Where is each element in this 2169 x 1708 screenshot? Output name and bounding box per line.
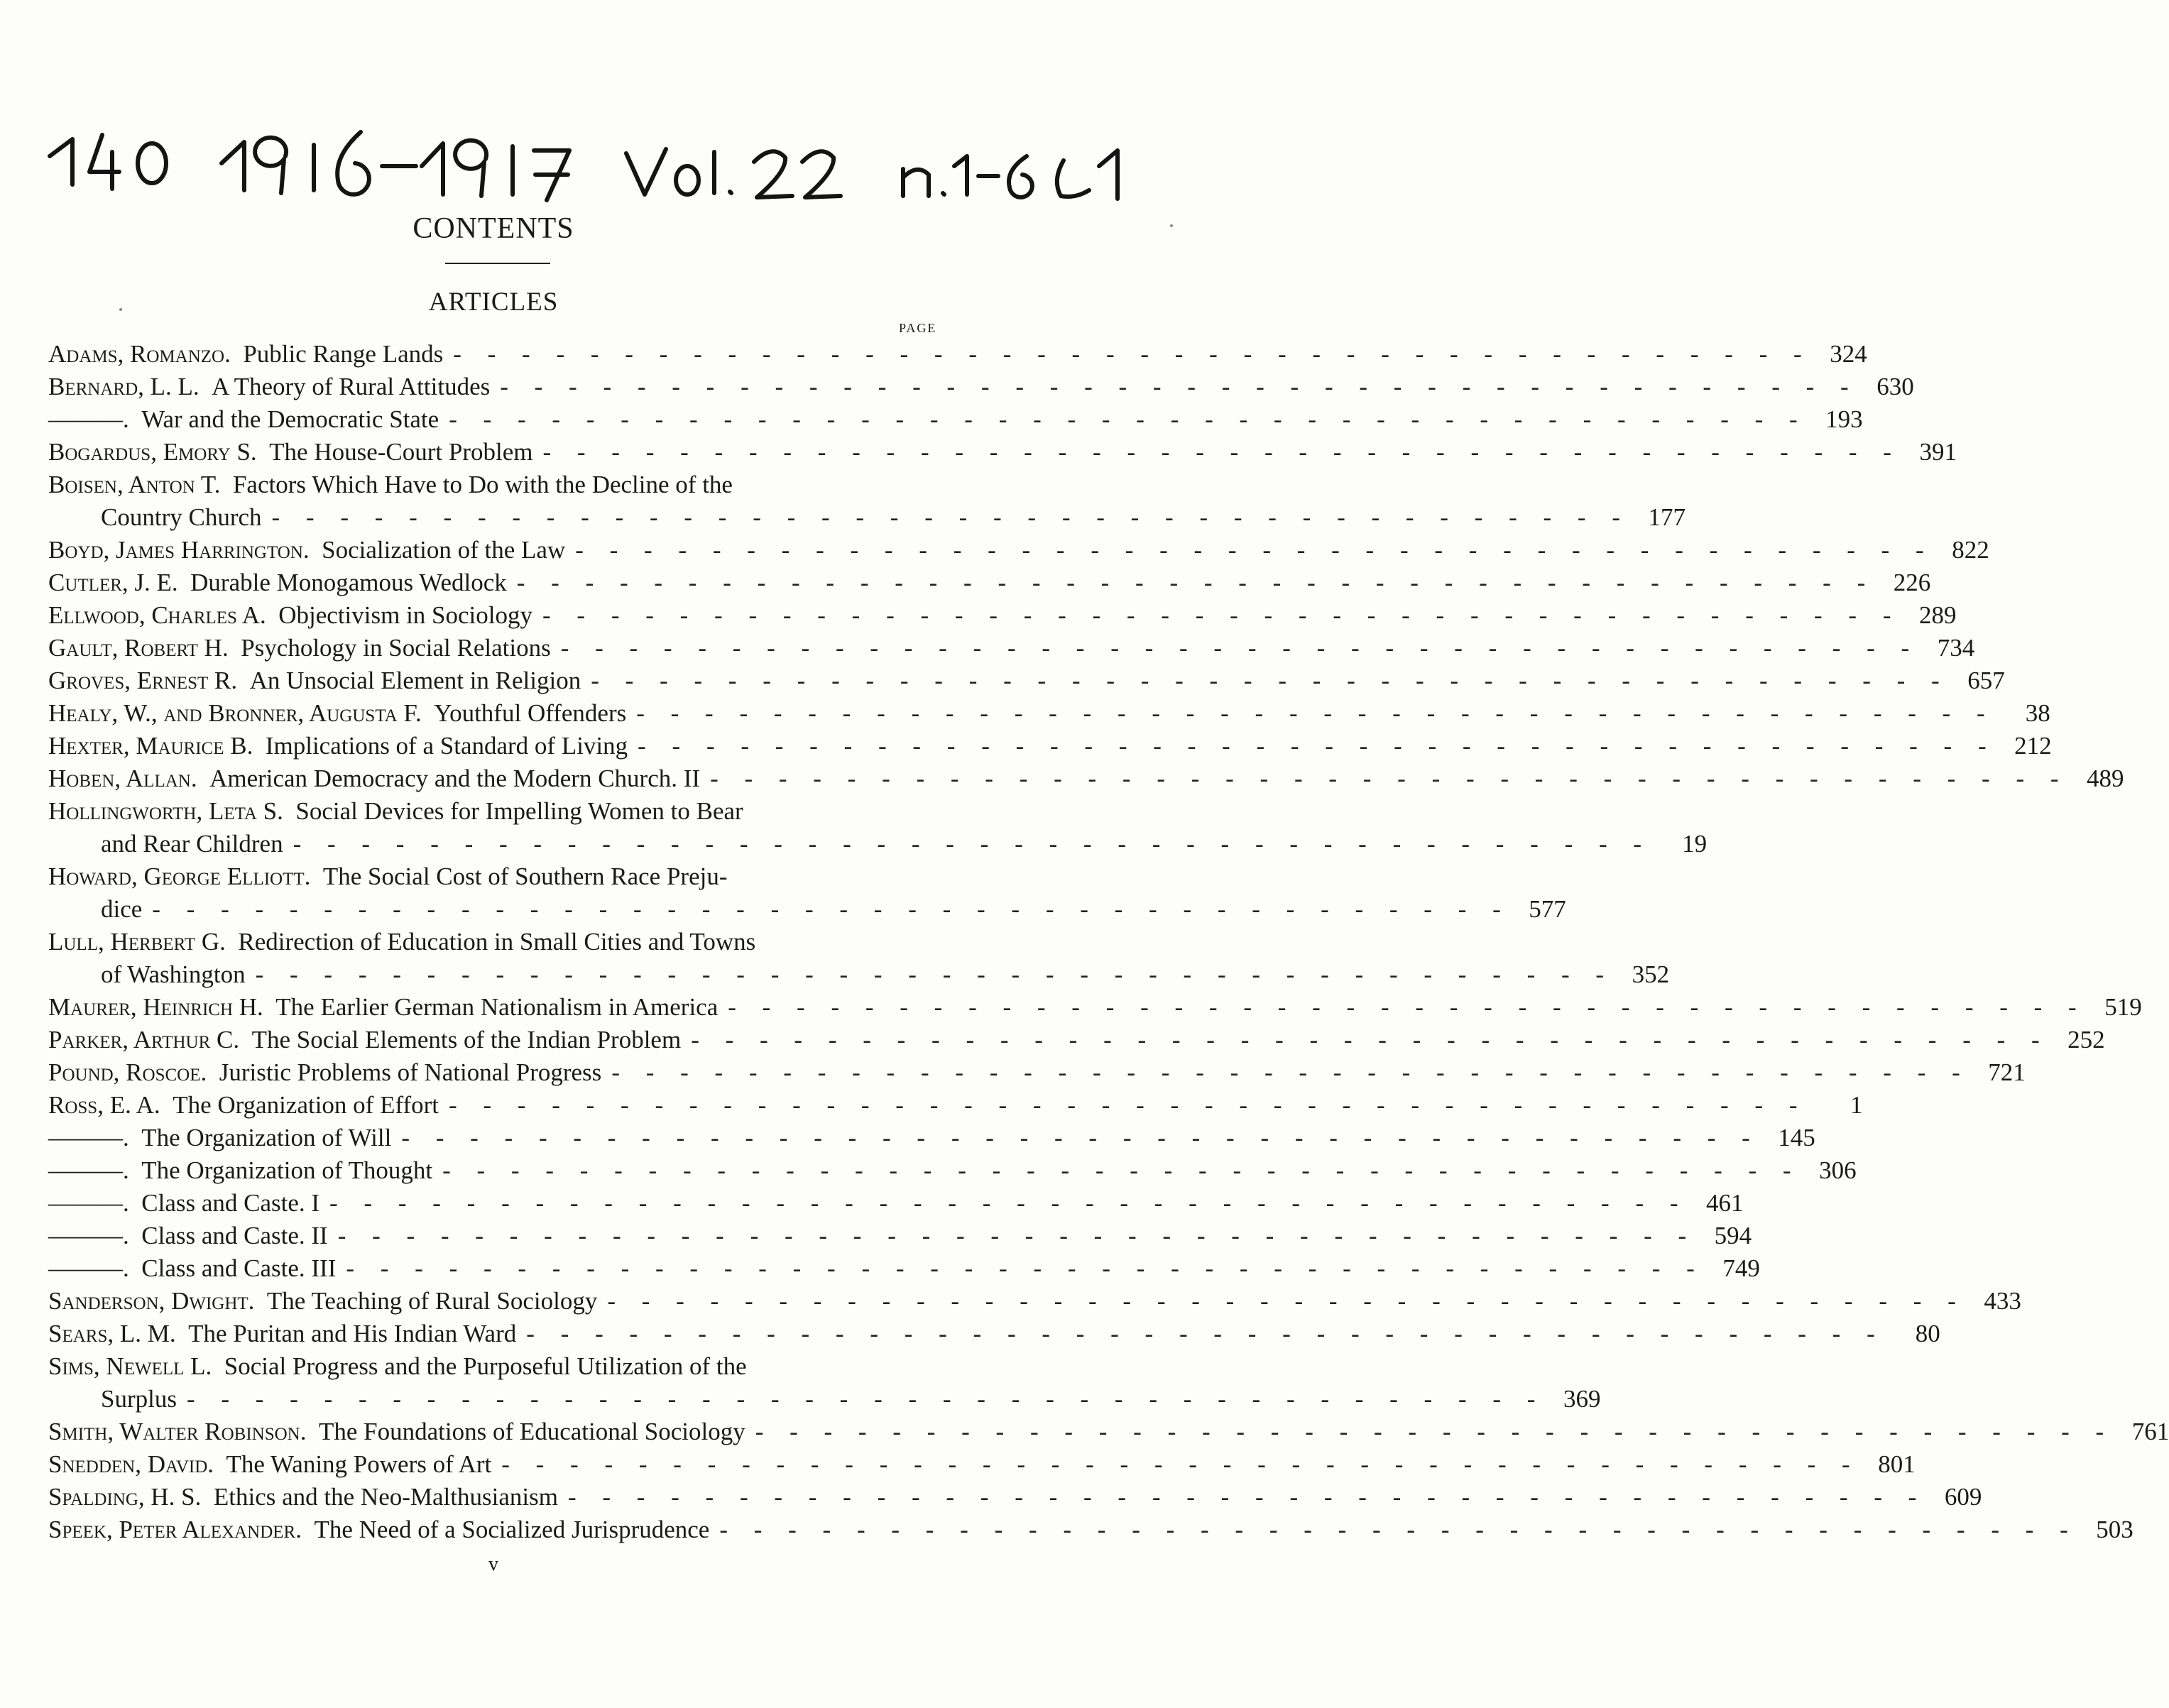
toc-page-number: 306: [1819, 1156, 1857, 1184]
toc-entry: [48, 1089, 1863, 1122]
toc-article-title-continued: dice: [101, 895, 143, 923]
toc-article-title-continued: and Rear Children: [101, 830, 283, 858]
dot-leader: - - - - - - - - - - - - - - - - - - - - - - - - - - - - - - - - - - - - - - - -: [346, 1254, 1705, 1282]
toc-page-number: 289: [1918, 601, 1957, 629]
toc-page-number: 461: [1706, 1189, 1744, 1217]
toc-page-number: 1: [1850, 1091, 1863, 1119]
toc-entry-line: [48, 1350, 946, 1383]
handwritten-catalog-note: [44, 106, 1180, 206]
toc-entry-line: [48, 436, 1957, 469]
dot-leader: - - - - - - - - - - - - - - - - - - - - - - - - - - - - - - - - - - - - - - - -: [442, 1156, 1801, 1184]
toc-page-number: 226: [1893, 569, 1931, 596]
toc-entry-line: [48, 371, 1914, 403]
toc-entry: [48, 1252, 1760, 1285]
contents-list: [48, 338, 2169, 1546]
page-title: CONTENTS: [413, 212, 574, 245]
toc-entry: [48, 926, 1670, 991]
dot-leader: - - - - - - - - - - - - - - - - - - - - - - - - - - - - - - - - - - - - - - - -: [542, 438, 1901, 466]
toc-author: ———.: [48, 405, 129, 433]
toc-entry: [48, 599, 1957, 632]
toc-author: ———.: [48, 1189, 129, 1217]
toc-article-title: The Social Elements of the Indian Problem: [251, 1026, 682, 1053]
toc-entry: [48, 991, 2142, 1024]
toc-article-title: Durable Monogamous Wedlock: [190, 569, 507, 596]
dot-leader: - - - - - - - - - - - - - - - - - - - - - - - - - - - - - - - - - - - - - - - -: [526, 1320, 1885, 1347]
toc-article-title: Socialization of the Law: [322, 536, 566, 564]
dot-leader: - - - - - - - - - - - - - - - - - - - - - - - - - - - - - - - - - - - - - - - -: [567, 1483, 1927, 1511]
toc-entry: [48, 1154, 1857, 1187]
toc-entry-line: [48, 1448, 1916, 1481]
toc-page-number: 324: [1830, 340, 1867, 368]
toc-entry-line: [48, 1024, 2105, 1056]
toc-page-number: 433: [1984, 1287, 2021, 1315]
toc-author: Lull, Herbert G.: [48, 928, 226, 956]
toc-article-title: Juristic Problems of National Progress: [219, 1058, 602, 1086]
toc-article-title: The Teaching of Rural Sociology: [266, 1287, 598, 1315]
toc-page-number: 145: [1778, 1124, 1815, 1151]
toc-author: Parker, Arthur C.: [48, 1026, 240, 1053]
toc-page-number: 577: [1529, 895, 1566, 923]
toc-article-title-continued: of Washington: [101, 960, 246, 988]
toc-article-title-continued: Country Church: [101, 503, 262, 531]
toc-entry-line: [48, 1481, 1982, 1513]
toc-page-number: 503: [2096, 1516, 2134, 1543]
toc-article-title: The Organization of Effort: [173, 1091, 439, 1119]
toc-entry-line: [48, 566, 1931, 599]
toc-author: Adams, Romanzo.: [48, 340, 231, 368]
toc-entry: [48, 403, 1863, 436]
toc-author: Bogardus, Emory S.: [48, 438, 257, 466]
toc-entry: [48, 1285, 2021, 1318]
toc-article-title: The Earlier German Nationalism in America: [275, 993, 719, 1021]
toc-page-number: 609: [1944, 1483, 1982, 1511]
dot-leader: - - - - - - - - - - - - - - - - - - - - - - - - - - - - - - - - - - - - - - - -: [638, 732, 1996, 760]
dot-leader: - - - - - - - - - - - - - - - - - - - - - - - - - - - - - - - - - - - - - - - -: [575, 536, 1934, 564]
toc-entry-line: [48, 1220, 1752, 1252]
toc-entry-line: [48, 795, 946, 828]
toc-page-number: 38: [2025, 699, 2050, 727]
toc-entry-line: [48, 1252, 1760, 1285]
toc-author: ———.: [48, 1254, 129, 1282]
dot-leader: - - - - - - - - - - - - - - - - - - - - - - - - - - - - - - - - - - - - - - - -: [271, 503, 1630, 531]
toc-article-title: Class and Caste. II: [141, 1222, 328, 1249]
dot-leader: - - - - - - - - - - - - - - - - - - - - - - - - - - - - - - - - - - - - - - - -: [755, 1418, 2114, 1445]
toc-author: Sears, L. M.: [48, 1320, 176, 1347]
toc-page-number: 822: [1952, 536, 1989, 564]
toc-entry: [48, 795, 1708, 860]
toc-entry: [48, 534, 1989, 566]
toc-author: Spalding, H. S.: [48, 1483, 202, 1511]
toc-author: Howard, George Elliott.: [48, 863, 311, 890]
toc-author: Snedden, David.: [48, 1450, 214, 1478]
toc-page-number: 19: [1682, 830, 1708, 858]
toc-entry: [48, 1448, 1916, 1481]
toc-entry: [48, 697, 2050, 730]
toc-page-number: 212: [2014, 732, 2052, 760]
dot-leader: - - - - - - - - - - - - - - - - - - - - - - - - - - - - - - - - - - - - - - - -: [501, 1450, 1860, 1478]
toc-entry: [48, 566, 1931, 599]
dot-leader: - - - - - - - - - - - - - - - - - - - - - - - - - - - - - - - - - - - - - - - -: [329, 1189, 1688, 1217]
toc-entry-line: [48, 860, 946, 893]
toc-article-title: The Foundations of Educational Sociology: [318, 1418, 745, 1445]
toc-article-title: The Need of a Socialized Jurisprudence: [314, 1516, 710, 1543]
dot-leader: - - - - - - - - - - - - - - - - - - - - - - - - - - - - - - - - - - - - - - - -: [636, 699, 1995, 727]
toc-entry-line: [48, 1416, 2169, 1448]
toc-page-number: 657: [1967, 667, 2005, 694]
dot-leader: - - - - - - - - - - - - - - - - - - - - - - - - - - - - - - - - - - - - - - - -: [728, 993, 2087, 1021]
toc-entry: [48, 730, 2052, 762]
toc-entry-line: [48, 534, 1989, 566]
toc-entry: [48, 1481, 1982, 1513]
dot-leader: - - - - - - - - - - - - - - - - - - - - - - - - - - - - - - - - - - - - - - - -: [401, 1124, 1760, 1151]
toc-author: Healy, W., and Bronner, Augusta F.: [48, 699, 422, 727]
toc-entry: [48, 1122, 1815, 1154]
toc-author: Sims, Newell L.: [48, 1352, 212, 1380]
dot-leader: - - - - - - - - - - - - - - - - - - - - - - - - - - - - - - - - - - - - - - - -: [293, 830, 1652, 858]
toc-entry: [48, 1220, 1752, 1252]
dot-leader: - - - - - - - - - - - - - - - - - - - - - - - - - - - - - - - - - - - - - - - -: [719, 1516, 2078, 1543]
toc-author: Hoben, Allan.: [48, 765, 197, 792]
toc-article-title: Factors Which Have to Do with the Decline of the: [232, 471, 733, 498]
toc-article-title: Social Progress and the Purposeful Utilization of the: [224, 1352, 747, 1380]
toc-entry: [48, 860, 1566, 926]
toc-entry: [48, 371, 1914, 403]
toc-entry: [48, 338, 1867, 371]
dot-leader: - - - - - - - - - - - - - - - - - - - - - - - - - - - - - - - - - - - - - - - -: [542, 601, 1901, 629]
toc-entry-line: [48, 632, 1975, 664]
toc-page-number: 352: [1632, 960, 1670, 988]
toc-article-title: Implications of a Standard of Living: [265, 732, 628, 760]
scan-speck: [119, 308, 122, 311]
toc-article-title: Public Range Lands: [243, 340, 444, 368]
toc-entry-line: [48, 338, 1867, 371]
toc-page-number: 594: [1714, 1222, 1752, 1249]
toc-author: Bernard, L. L.: [48, 373, 200, 400]
toc-entry: [48, 1056, 2026, 1089]
toc-entry: [48, 1187, 1744, 1220]
toc-author: Pound, Roscoe.: [48, 1058, 207, 1086]
dot-leader: - - - - - - - - - - - - - - - - - - - - - - - - - - - - - - - - - - - - - - - -: [453, 340, 1812, 368]
toc-author: Hollingworth, Leta S.: [48, 797, 283, 825]
toc-page-number: 519: [2104, 993, 2142, 1021]
toc-page-number: 391: [1919, 438, 1957, 466]
toc-article-title: The Organization of Thought: [141, 1156, 433, 1184]
toc-author: Hexter, Maurice B.: [48, 732, 253, 760]
toc-entry-line: [48, 1122, 1815, 1154]
dot-leader: - - - - - - - - - - - - - - - - - - - - - - - - - - - - - - - - - - - - - - - -: [560, 634, 1920, 662]
toc-author: Ross, E. A.: [48, 1091, 160, 1119]
toc-author: Smith, Walter Robinson.: [48, 1418, 307, 1445]
toc-entry-line: [48, 1089, 1863, 1122]
toc-entry-line: [48, 697, 2050, 730]
toc-article-title: The Organization of Will: [141, 1124, 392, 1151]
toc-entry-line: [48, 1056, 2026, 1089]
toc-page-number: 734: [1937, 634, 1975, 662]
toc-page-number: 369: [1563, 1385, 1601, 1413]
toc-page-number: 193: [1825, 405, 1863, 433]
dot-leader: - - - - - - - - - - - - - - - - - - - - - - - - - - - - - - - - - - - - - - - -: [449, 1091, 1808, 1119]
toc-entry-line: [48, 991, 2142, 1024]
toc-author: Cutler, J. E.: [48, 569, 178, 596]
toc-entry-continuation: [48, 501, 1686, 534]
toc-page-number: 177: [1648, 503, 1686, 531]
toc-page-number: 80: [1915, 1320, 1940, 1347]
toc-article-title: The Waning Powers of Art: [226, 1450, 492, 1478]
toc-author: Maurer, Heinrich H.: [48, 993, 263, 1021]
dot-leader: - - - - - - - - - - - - - - - - - - - - - - - - - - - - - - - - - - - - - - - -: [255, 960, 1615, 988]
toc-entry: [48, 469, 1686, 534]
toc-article-title: The House-Court Problem: [269, 438, 533, 466]
dot-leader: - - - - - - - - - - - - - - - - - - - - - - - - - - - - - - - - - - - - - - - -: [516, 569, 1876, 596]
scan-speck: [1170, 224, 1173, 227]
toc-entry-line: [48, 926, 946, 958]
dot-leader: - - - - - - - - - - - - - - - - - - - - - - - - - - - - - - - - - - - - - - - -: [710, 765, 2069, 792]
dot-leader: - - - - - - - - - - - - - - - - - - - - - - - - - - - - - - - - - - - - - - - -: [611, 1058, 1970, 1086]
toc-article-title: Class and Caste. III: [141, 1254, 337, 1282]
page-folio: v: [488, 1553, 498, 1575]
toc-author: Boisen, Anton T.: [48, 471, 221, 498]
dot-leader: - - - - - - - - - - - - - - - - - - - - - - - - - - - - - - - - - - - - - - - -: [152, 895, 1511, 923]
toc-article-title: The Puritan and His Indian Ward: [188, 1320, 517, 1347]
toc-author: ———.: [48, 1124, 129, 1151]
toc-page-number: 801: [1878, 1450, 1916, 1478]
toc-entry: [48, 1350, 1601, 1416]
section-heading: ARTICLES: [428, 288, 559, 317]
toc-author: Gault, Robert H.: [48, 634, 229, 662]
toc-article-title: Psychology in Social Relations: [241, 634, 551, 662]
toc-article-title-continued: Surplus: [101, 1385, 177, 1413]
toc-article-title: War and the Democratic State: [141, 405, 439, 433]
dot-leader: - - - - - - - - - - - - - - - - - - - - - - - - - - - - - - - - - - - - - - - -: [337, 1222, 1697, 1249]
toc-entry: [48, 1416, 2169, 1448]
toc-entry-continuation: [48, 958, 1670, 991]
toc-entry-continuation: [48, 1383, 1601, 1416]
dot-leader: - - - - - - - - - - - - - - - - - - - - - - - - - - - - - - - - - - - - - - - -: [186, 1385, 1546, 1413]
toc-entry-line: [48, 403, 1863, 436]
title-divider: [445, 263, 550, 264]
toc-entry-line: [48, 664, 2005, 697]
dot-leader: - - - - - - - - - - - - - - - - - - - - - - - - - - - - - - - - - - - - - - - -: [449, 405, 1808, 433]
toc-entry: [48, 632, 1975, 664]
toc-entry: [48, 762, 2124, 795]
toc-entry-line: [48, 1285, 2021, 1318]
toc-entry-line: [48, 762, 2124, 795]
toc-article-title: Objectivism in Sociology: [278, 601, 533, 629]
toc-author: ———.: [48, 1222, 129, 1249]
toc-author: Speek, Peter Alexander.: [48, 1516, 302, 1543]
toc-page-number: 489: [2087, 765, 2124, 792]
toc-entry-line: [48, 599, 1957, 632]
toc-entry-line: [48, 1187, 1744, 1220]
page-column-label: PAGE: [899, 321, 937, 335]
toc-entry: [48, 664, 2005, 697]
toc-page-number: 749: [1722, 1254, 1760, 1282]
toc-entry: [48, 1318, 1940, 1350]
toc-author: Groves, Ernest R.: [48, 667, 238, 694]
toc-entry-continuation: [48, 893, 1566, 926]
toc-entry-continuation: [48, 828, 1708, 860]
toc-article-title: Redirection of Education in Small Cities and Towns: [238, 928, 756, 956]
toc-entry: [48, 436, 1957, 469]
toc-article-title: Class and Caste. I: [141, 1189, 320, 1217]
toc-article-title: A Theory of Rural Attitudes: [212, 373, 491, 400]
toc-page-number: 630: [1876, 373, 1914, 400]
toc-author: Ellwood, Charles A.: [48, 601, 266, 629]
dot-leader: - - - - - - - - - - - - - - - - - - - - - - - - - - - - - - - - - - - - - - - -: [500, 373, 1859, 400]
toc-article-title: Ethics and the Neo-Malthusianism: [213, 1483, 558, 1511]
dot-leader: - - - - - - - - - - - - - - - - - - - - - - - - - - - - - - - - - - - - - - - -: [607, 1287, 1966, 1315]
dot-leader: - - - - - - - - - - - - - - - - - - - - - - - - - - - - - - - - - - - - - - - -: [591, 667, 1950, 694]
toc-entry-line: [48, 469, 946, 501]
toc-entry-line: [48, 1154, 1857, 1187]
toc-page-number: 252: [2067, 1026, 2105, 1053]
toc-article-title: Youthful Offenders: [434, 699, 627, 727]
toc-entry-line: [48, 1513, 2134, 1546]
toc-entry-line: [48, 1318, 1940, 1350]
toc-article-title: An Unsocial Element in Religion: [249, 667, 581, 694]
toc-page-number: 761: [2131, 1418, 2169, 1445]
toc-author: ———.: [48, 1156, 129, 1184]
toc-entry: [48, 1024, 2105, 1056]
toc-article-title: American Democracy and the Modern Church. II: [209, 765, 701, 792]
dot-leader: - - - - - - - - - - - - - - - - - - - - - - - - - - - - - - - - - - - - - - - -: [691, 1026, 2050, 1053]
toc-author: Boyd, James Harrington.: [48, 536, 310, 564]
toc-page-number: 721: [1988, 1058, 2026, 1086]
toc-article-title: Social Devices for Impelling Women to Bear: [295, 797, 743, 825]
toc-article-title: The Social Cost of Southern Race Preju-: [322, 863, 728, 890]
toc-author: Sanderson, Dwight.: [48, 1287, 255, 1315]
toc-entry: [48, 1513, 2134, 1546]
toc-entry-line: [48, 730, 2052, 762]
